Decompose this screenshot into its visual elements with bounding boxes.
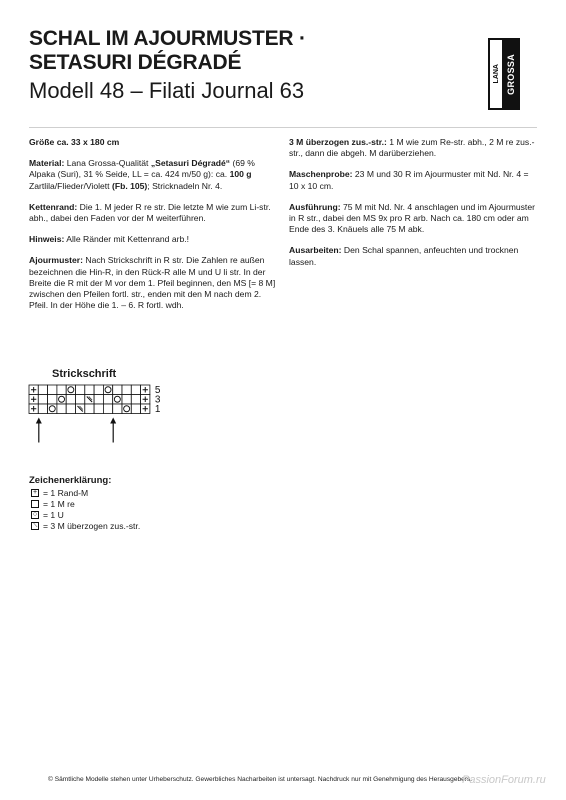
- finish-label: Ausarbeiten:: [289, 245, 342, 256]
- chart-row-label: 5: [154, 385, 161, 396]
- pattern-text: Nach Strickschrift in R str. Die Zahlen re außen bezeichnen die Hin-R, in den Rück-R alle M und U li str. In der Breite die R mit der M vor dem 1. Pfeil beginnen, den MS [= 8 M] zwischen den Pfeilen fortl. str., enden mit den M nach dem 2. Pfeil. In der Höhe die 1. – 6. R fortl. wdh.: [29, 255, 276, 311]
- chart-cell-knit: [48, 385, 57, 395]
- legend-item-text: = 3 M überzogen zus.-str.: [43, 521, 141, 531]
- size-text: Größe ca. 33 x 180 cm: [29, 137, 120, 147]
- gauge-text: 23 M und 30 R im Ajourmuster mit Nd. Nr. 4 = 10 x 10 cm.: [289, 169, 529, 191]
- knit-stitch-icon: [31, 500, 39, 508]
- watermark: PassionForum.ru: [462, 774, 546, 786]
- logo-text-grossa: GROSSA: [505, 53, 516, 95]
- legend-item-k3: [31, 521, 140, 531]
- chart-cell-yo: [122, 404, 131, 414]
- material-text-3: Zartlila/Flieder/Violett: [29, 180, 110, 191]
- chart-cell-knit: [113, 404, 122, 414]
- chart-cell-knit: [122, 385, 131, 395]
- chart-cell-knit: [131, 395, 140, 405]
- chart-cell-k3: [85, 395, 94, 405]
- chart-cell-knit: [94, 385, 103, 395]
- chart-cell-knit: [103, 395, 112, 405]
- chart-cell-knit: [57, 385, 66, 395]
- chart-cell-knit: [85, 404, 94, 414]
- page-title-line-2: SETASURI DÉGRADÉ: [29, 51, 242, 74]
- chart-cell-knit: [38, 404, 47, 414]
- finish-text: Den Schal spannen, anfeuchten und trocknen lassen.: [289, 245, 519, 267]
- page-title-line-1: SCHAL IM AJOURMUSTER ·: [29, 27, 306, 50]
- chart-cell-k3: [76, 404, 85, 414]
- material-text-4: ; Stricknadeln Nr. 4.: [147, 180, 223, 191]
- chart-row-label: 3: [154, 394, 161, 406]
- chart-cell-knit: [66, 395, 75, 405]
- legend-title: Zeichenerklärung:: [29, 475, 112, 486]
- edge-label: Kettenrand:: [29, 201, 78, 212]
- repeat-arrow-icon: [36, 418, 42, 443]
- note-label: Hinweis:: [29, 234, 65, 245]
- chart-cell-knit: [131, 385, 140, 395]
- chart-cell-edge: [29, 385, 38, 395]
- decrease-stitch-icon: ⟍: [32, 522, 38, 529]
- logo-text-lana: LANA: [492, 64, 500, 84]
- chart-cell-knit: [94, 395, 103, 405]
- exec-label: Ausführung:: [289, 201, 341, 212]
- note-text: Alle Ränder mit Kettenrand arb.!: [66, 234, 190, 245]
- k3-label: 3 M überzogen zus.-str.:: [289, 137, 387, 147]
- chart-title: Strickschrift: [52, 368, 117, 380]
- chart-cell-edge: [141, 404, 150, 414]
- yarn-over-icon: ○: [32, 511, 38, 518]
- chart-cell-knit: [38, 385, 47, 395]
- material-quality: „Setasuri Dégradé“: [150, 158, 231, 169]
- material-label: Material:: [29, 158, 65, 169]
- pattern-label: Ajourmuster:: [29, 255, 83, 266]
- chart-cell-knit: [85, 385, 94, 395]
- legend-item-edge: [31, 488, 88, 498]
- chart-cell-knit: [131, 404, 140, 414]
- chart-cell-knit: [76, 395, 85, 405]
- chart-cell-knit: [38, 395, 47, 405]
- copyright-footer: © Sämtliche Modelle stehen unter Urheberschutz. Gewerbliches Nacharbeiten ist untersagt. Nachdruck nur mit Genehmigung des Herausgebers.: [48, 776, 473, 783]
- chart-cell-knit: [122, 395, 131, 405]
- legend-item-yo: [31, 510, 64, 520]
- chart-row-label: 1: [154, 404, 161, 415]
- chart-cell-edge: [29, 404, 38, 414]
- chart-cell-knit: [94, 404, 103, 414]
- chart-cell-knit: [76, 385, 85, 395]
- chart-cell-edge: [141, 385, 150, 395]
- chart-cell-yo: [113, 395, 122, 405]
- page-subtitle: Modell 48 – Filati Journal 63: [29, 78, 305, 103]
- chart-cell-edge: [141, 395, 150, 405]
- legend-item-text: = 1 Rand-M: [43, 488, 89, 498]
- gauge-label: Maschenprobe:: [289, 169, 353, 180]
- chart-cell-edge: [29, 395, 38, 405]
- chart-cell-knit: [66, 404, 75, 414]
- chart-cell-yo: [48, 404, 57, 414]
- material-text-1: Lana Grossa-Qualität: [66, 158, 149, 169]
- chart-cell-yo: [57, 395, 66, 405]
- chart-cell-knit: [48, 395, 57, 405]
- legend-item-knit: [31, 499, 75, 509]
- material-color: (Fb. 105): [111, 180, 148, 191]
- material-text-2: (69 % Alpaka (Suri), 31 % Seide, LL = ca. 424 m/50 g): ca.: [29, 158, 255, 180]
- legend-item-text: = 1 U: [43, 510, 64, 520]
- edge-text: Die 1. M jeder R re str. Die letzte M wie zum Li-str. abh., dabei den Faden vor der M weiterführen.: [29, 201, 271, 224]
- chart-cell-knit: [57, 404, 66, 414]
- chart-cell-yo: [66, 385, 75, 395]
- chart-cell-yo: [103, 385, 112, 395]
- chart-cell-knit: [113, 385, 122, 395]
- exec-text: 75 M mit Nd. Nr. 4 anschlagen und im Ajourmuster in R str., dabei den MS 9x pro R arb. Nach ca. 180 cm oder am Ende des 3. Knäuels alle 75 M abk.: [289, 201, 535, 235]
- edge-stitch-icon: +: [32, 489, 38, 496]
- material-amount: 100 g: [229, 169, 252, 180]
- chart-cell-knit: [103, 404, 112, 414]
- k3-text: 1 M wie zum Re-str. abh., 2 M re zus.-str., dann die abgeh. M darüberziehen.: [289, 137, 535, 159]
- repeat-arrow-icon: [110, 418, 116, 443]
- legend-item-text: = 1 M re: [43, 499, 75, 509]
